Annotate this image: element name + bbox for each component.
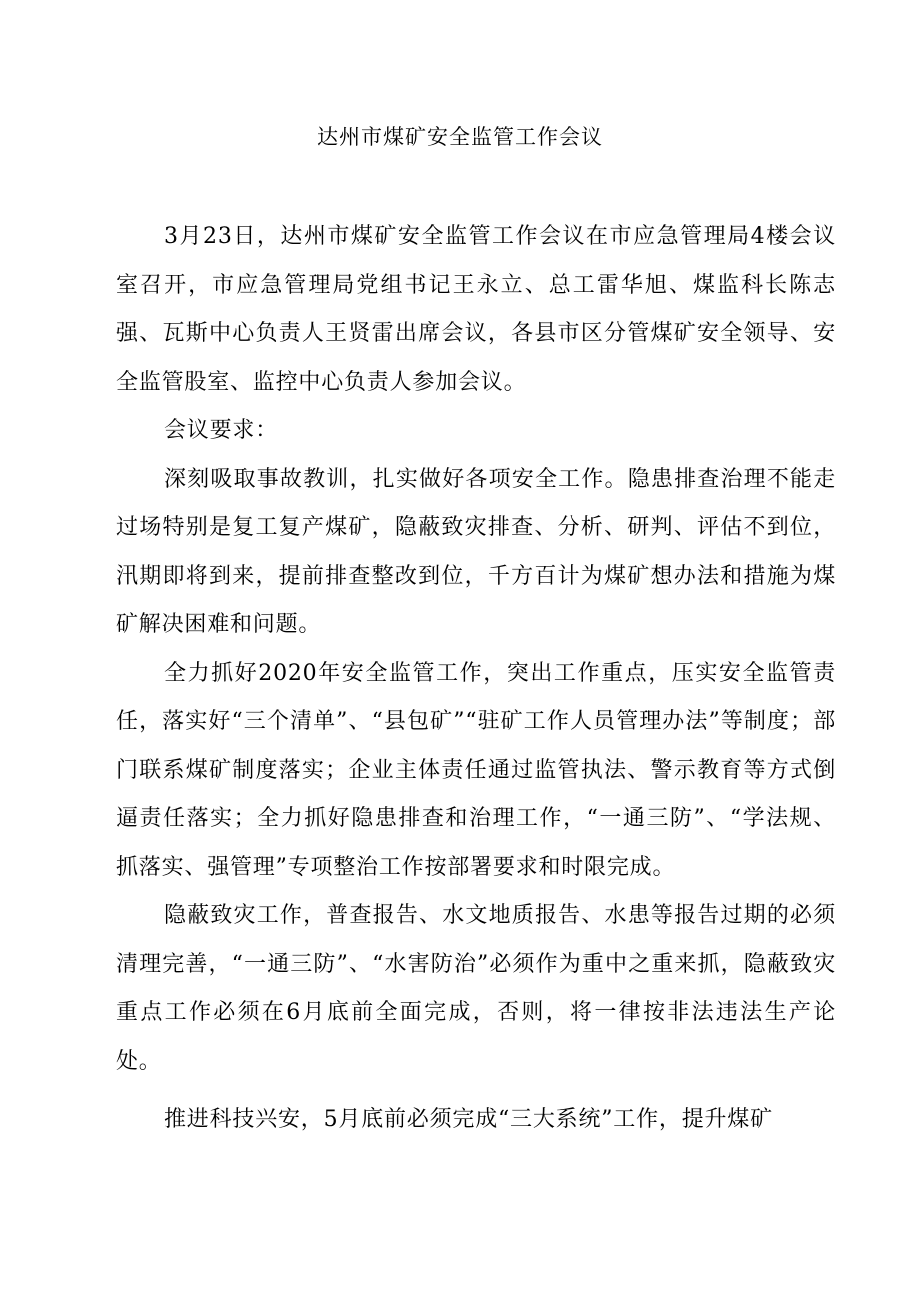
paragraph-tech-safety: 推进科技兴安，5月底前必须完成“三大系统”工作，提升煤矿 [164,1107,773,1132]
paragraph-hidden-hazards: 隐蔽致灾工作，普查报告、水文地质报告、水患等报告过期的必须清理完善，“一通三防”、“水害防治”必须作为重中之重来抓，隐蔽致灾重点工作必须在6月底前全面完成，否则，将一律按非法违法生产论处。 [116,903,836,1074]
paragraph-accident-lessons: 深刻吸取事故教训，扎实做好各项安全工作。隐患排查治理不能走过场特别是复工复产煤矿，隐蔽致灾排查、分析、研判、评估不到位，汛期即将到来，提前排查整改到位，千方百计为煤矿想办法和措施为煤矿解决困难和问题。 [116,466,836,637]
document-body [116,213,836,1145]
paragraph-meeting-intro: 3月23日，达州市煤矿安全监管工作会议在市应急管理局4楼会议室召开，市应急管理局党组书记王永立、总工雷华旭、煤监科长陈志强、瓦斯中心负责人王贤雷出席会议，各县市区分管煤矿安全领导、安全监管股室、监控中心负责人参加会议。 [116,224,836,395]
paragraph-requirements-heading: 会议要求： [164,418,279,443]
paragraph-supervision-2020: 全力抓好2020年安全监管工作，突出工作重点，压实安全监管责任，落实好“三个清单”、“县包矿”“驻矿工作人员管理办法”等制度；部门联系煤矿制度落实；企业主体责任通过监管执法、警示教育等方式倒逼责任落实；全力抓好隐患排查和治理工作，“一通三防”、“学法规、抓落实、强管理”专项整治工作按部署要求和时限完成。 [116,660,836,880]
document-title: 达州市煤矿安全监管工作会议 [317,125,603,149]
